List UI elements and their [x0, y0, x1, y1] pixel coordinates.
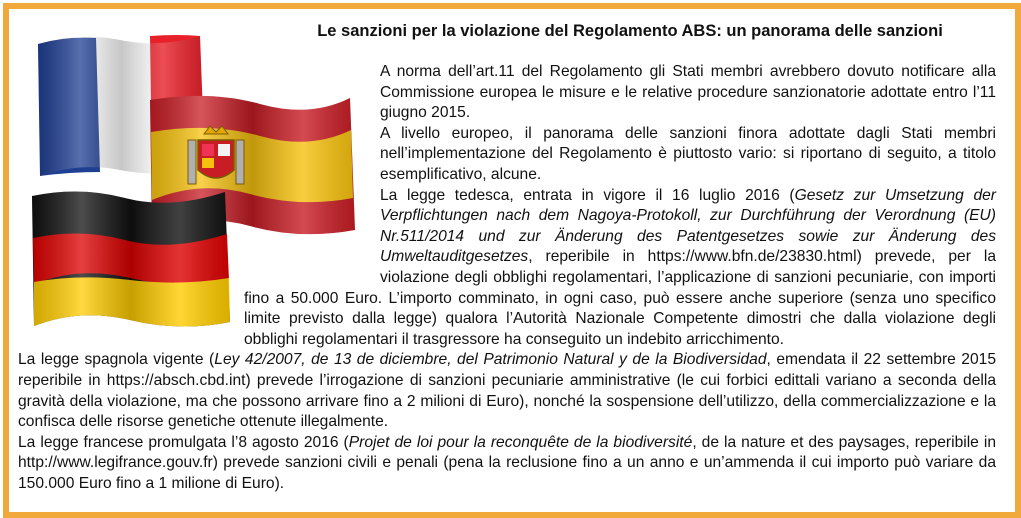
paragraph-4: [18, 350, 996, 432]
article-body: [18, 62, 996, 494]
flag-wrap-spacer: [18, 62, 380, 268]
paragraph-5: [18, 433, 996, 495]
paragraph-4-text-a: La legge spagnola vigente (: [18, 351, 215, 369]
paragraph-5-text-b: , de la nature et des paysages, reperibile in http://www.legifrance.gouv.fr) prevede sanzioni civili e penali (pena la reclusione fino a un anno e un’ammenda il cui importo può variare da 150.000 Euro fino a 1 milione di Euro).: [18, 433, 996, 492]
paragraph-2: A livello europeo, il panorama delle sanzioni finora adottate dagli Stati membri nell’implementazione del Regolamento è piuttosto vario: si riportano di seguito, a titolo esemplificativo, alcune.: [380, 124, 996, 183]
page-title: Le sanzioni per la violazione del Regolamento ABS: un panorama delle sanzioni: [317, 22, 943, 40]
paragraph-1: A norma dell’art.11 del Regolamento gli Stati membri avrebbero dovuto notificare alla Commissione europea le misure e le relative procedure sanzionatorie adottate entro l’11 giugno 2015.: [380, 63, 996, 122]
paragraph-4-law-title: Ley 42/2007, de 13 de diciembre, del Patrimonio Natural y de la Biodiversidad: [214, 351, 767, 369]
paragraph-5-law-title: Projet de loi pour la reconquête de la biodiversité: [348, 433, 693, 451]
paragraph-3-text-a: La legge tedesca, entrata in vigore il 16 luglio 2016 (: [380, 186, 795, 204]
paragraph-3-text-b: , reperibile in https://www.bfn.de/23830.html) prevede, per la violazione degli obblighi regolamentari, l’applicazione di sanzioni pecuniarie, con importi fino a 50.000 Euro. L’importo comminato, in ogni caso, può essere anche superiore (senza uno specifico limite previsto dalla legge) qualora l’Autorità Nazionale Competente dimostri che dalla violazione degli obblighi regolamentari il trasgressore ha conseguito un indebito arricchimento.: [244, 248, 996, 348]
paragraph-3-law-title: Gesetz zur Umsetzung der Verpflichtungen nach dem Nagoya-Protokoll, zur Durchführung der Verordnung (EU) Nr.511/2014 und zur Änderung des Patentgesetzes sowie zur Änderung des Umweltauditgesetzes: [380, 186, 997, 266]
paragraph-4-text-b: , emendata il 22 settembre 2015 reperibile in https://absch.cbd.int) prevede l’irrogazione di sanzioni pecuniarie amministrative (le cui forbici edittali variano a seconda della gravità della violazione, ma che possono arrivare fino a 2 milioni di Euro), nonché la sospensione dell’utilizzo, della commercializzazione e la confisca delle risorse genetiche ottenute illegalmente.: [18, 351, 996, 431]
paragraph-5-text-a: La legge francese promulgata l’8 agosto 2016 (: [18, 433, 349, 451]
flag-wrap-spacer-lower: [18, 268, 244, 350]
